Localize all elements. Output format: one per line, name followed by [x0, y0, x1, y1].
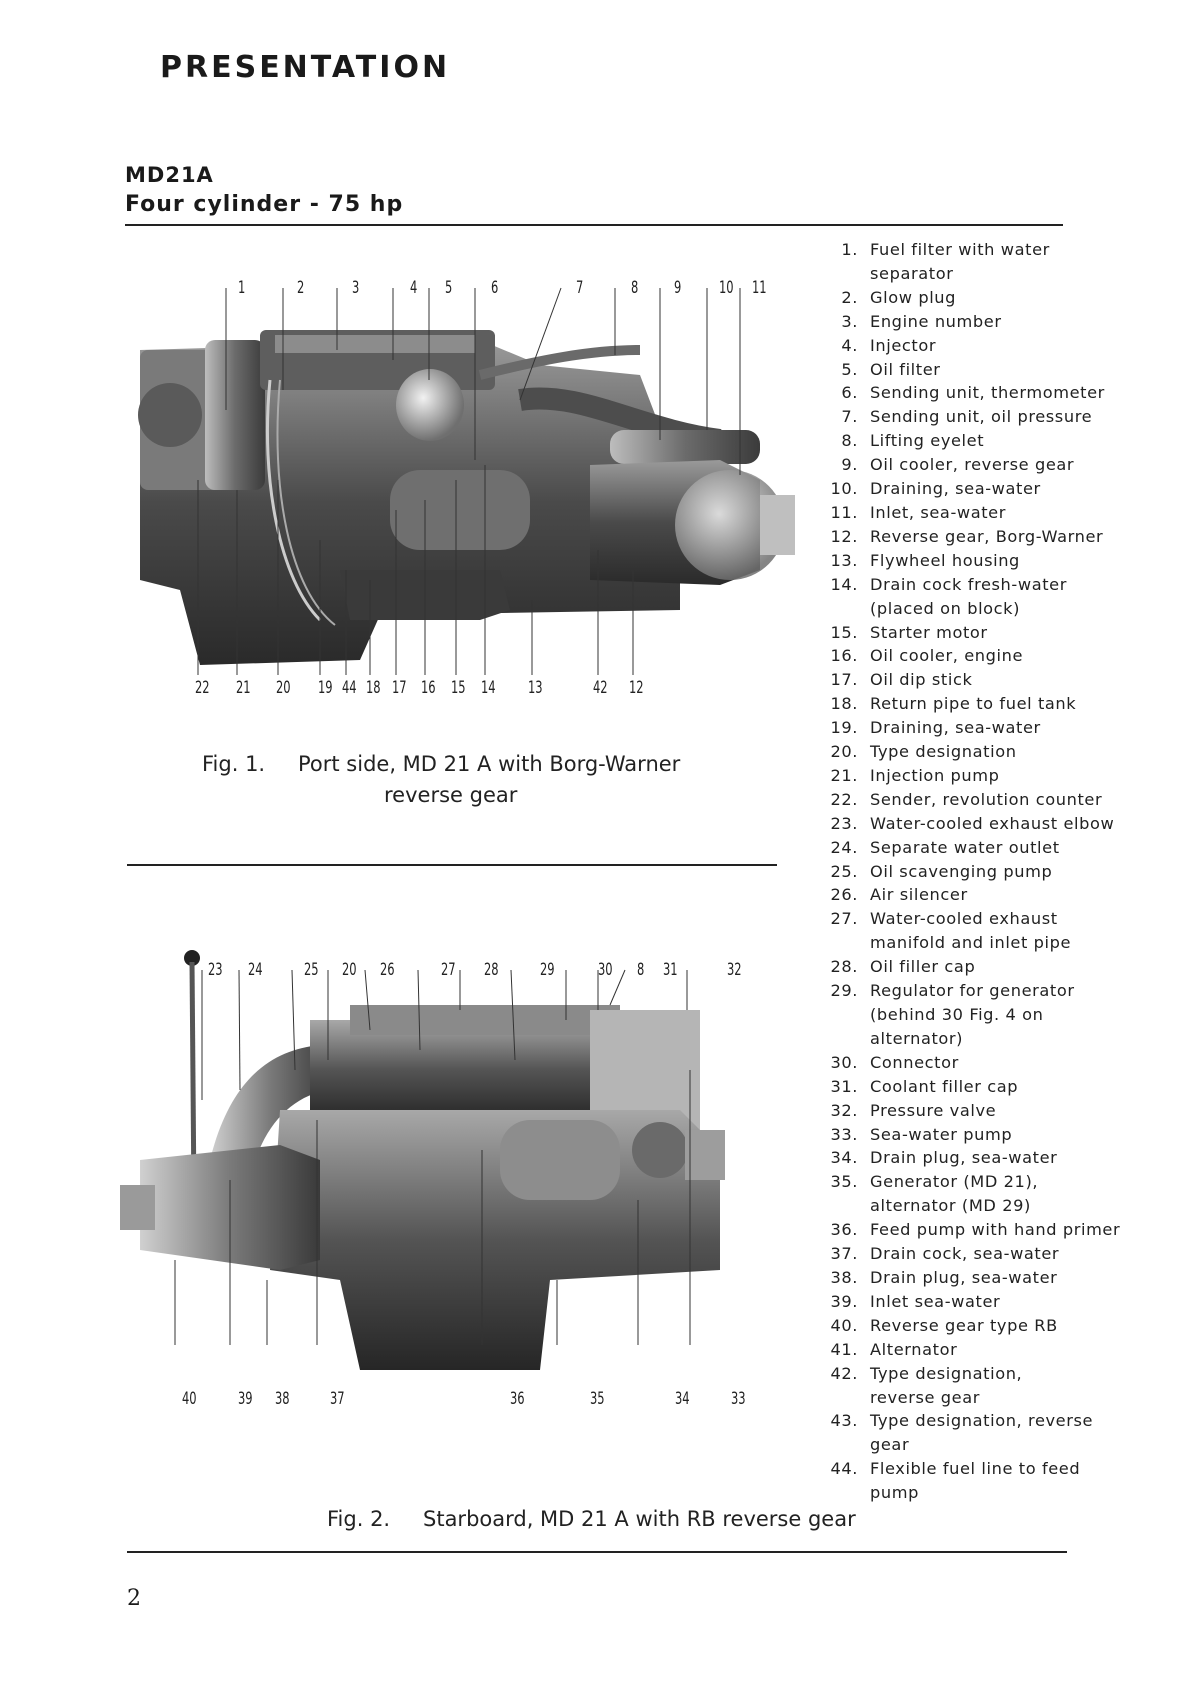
- legend-item: [825, 644, 1125, 668]
- callout-4: 4: [410, 278, 418, 298]
- legend-item-text: Type designation: [870, 742, 1017, 762]
- legend-item-number: 32.: [830, 1100, 858, 1120]
- callout-31: 31: [663, 960, 678, 980]
- callout-16: 16: [421, 678, 436, 698]
- legend-item-number: 21.: [830, 765, 858, 785]
- legend-item-text: Water-cooled exhaust elbow: [870, 813, 1115, 833]
- legend-item: [825, 1386, 1125, 1410]
- legend-item-text: Water-cooled exhaust: [870, 909, 1058, 929]
- legend-item-text: Sender, revolution counter: [870, 789, 1103, 809]
- callout-19: 19: [318, 678, 333, 698]
- legend-item: [825, 358, 1125, 382]
- legend-item: [825, 907, 1125, 931]
- figure-1-caption-label: Fig. 1.: [202, 752, 266, 776]
- legend-item-number: 11.: [830, 502, 858, 522]
- legend-item-number: 39.: [830, 1291, 858, 1311]
- legend-item: [825, 1242, 1125, 1266]
- legend-item: [825, 1003, 1125, 1027]
- legend-item-text: separator: [870, 263, 954, 283]
- legend-item-number: 8.: [841, 431, 858, 451]
- legend-item-number: 30.: [830, 1052, 858, 1072]
- legend-item: [825, 668, 1125, 692]
- legend-item-text: alternator (MD 29): [870, 1196, 1031, 1216]
- callout-20b: 20: [342, 960, 357, 980]
- legend-item-text: Flexible fuel line to feed: [870, 1459, 1081, 1479]
- footer-rule: [127, 1551, 1067, 1553]
- legend-item-number: 29.: [830, 981, 858, 1001]
- legend-item: [825, 1218, 1125, 1242]
- legend-item-text: Oil filler cap: [870, 957, 976, 977]
- legend-item-number: 40.: [830, 1315, 858, 1335]
- callout-8b: 8: [637, 960, 645, 980]
- legend-item: [825, 1099, 1125, 1123]
- callout-22: 22: [195, 678, 210, 698]
- callout-38: 38: [275, 1389, 290, 1409]
- legend-item: [825, 836, 1125, 860]
- legend-item-number: 35.: [830, 1172, 858, 1192]
- callout-6: 6: [491, 278, 499, 298]
- legend-item: [825, 979, 1125, 1003]
- legend-item-text: Coolant filler cap: [870, 1076, 1019, 1096]
- callout-18: 18: [366, 678, 381, 698]
- legend-item-number: 27.: [830, 909, 858, 929]
- legend-item: [825, 501, 1125, 525]
- legend-item: [825, 860, 1125, 884]
- legend-item-text: Oil cooler, engine: [870, 646, 1024, 666]
- legend-item-number: 43.: [830, 1411, 858, 1431]
- legend-item-number: 14.: [830, 574, 858, 594]
- callout-1: 1: [238, 278, 246, 298]
- legend-item-number: 24.: [830, 837, 858, 857]
- legend-item-text: Drain plug, sea-water: [870, 1148, 1058, 1168]
- legend-item-text: reverse gear: [870, 1387, 980, 1407]
- legend-item-text: Lifting eyelet: [870, 431, 985, 451]
- legend-item: [825, 238, 1125, 262]
- legend-item-number: 7.: [841, 407, 858, 427]
- legend-item-number: 6.: [841, 383, 858, 403]
- engine-starboard-illustration: [120, 950, 780, 1390]
- legend-item: [825, 1075, 1125, 1099]
- legend-item-text: pump: [870, 1483, 919, 1503]
- legend-item-number: 16.: [830, 646, 858, 666]
- legend-item-text: alternator): [870, 1028, 964, 1048]
- legend-item-number: 37.: [830, 1244, 858, 1264]
- callout-15: 15: [451, 678, 466, 698]
- legend-item: [825, 1051, 1125, 1075]
- callout-26: 26: [380, 960, 395, 980]
- legend-item-text: Flywheel housing: [870, 550, 1020, 570]
- legend-item-text: (behind 30 Fig. 4 on: [870, 1005, 1044, 1024]
- section-title: PRESENTATION: [160, 50, 451, 85]
- legend-item-text: Engine number: [870, 311, 1002, 331]
- legend-item-number: 9.: [841, 455, 858, 475]
- legend-item-number: 31.: [830, 1076, 858, 1096]
- legend-item-text: Air silencer: [870, 885, 968, 905]
- legend-item: [825, 764, 1125, 788]
- legend-item-text: Separate water outlet: [870, 837, 1060, 857]
- figure-2: [120, 950, 780, 1390]
- legend-item-text: gear: [870, 1435, 910, 1455]
- legend-item: [825, 453, 1125, 477]
- callout-17: 17: [392, 678, 407, 698]
- legend-item-text: Drain plug, sea-water: [870, 1267, 1058, 1287]
- legend-item-number: 2.: [841, 287, 858, 307]
- legend-item: [825, 525, 1125, 549]
- callout-23: 23: [208, 960, 223, 980]
- legend-item-number: 5.: [841, 359, 858, 379]
- legend-item-number: 36.: [830, 1220, 858, 1240]
- legend-item-text: Generator (MD 21),: [870, 1172, 1039, 1192]
- legend-item-text: Sending unit, thermometer: [870, 383, 1105, 403]
- legend-item-number: 25.: [830, 861, 858, 881]
- legend-item-text: Reverse gear, Borg-Warner: [870, 526, 1104, 546]
- callout-24: 24: [248, 960, 263, 980]
- legend-item-text: Pressure valve: [870, 1100, 997, 1120]
- legend-item-text: Alternator: [870, 1339, 958, 1359]
- callout-32: 32: [727, 960, 742, 980]
- legend-item: [825, 1457, 1125, 1481]
- callout-37: 37: [330, 1389, 345, 1409]
- legend-item: [825, 1170, 1125, 1194]
- legend-item: [825, 1123, 1125, 1147]
- figure-2-caption-label: Fig. 2.: [327, 1507, 391, 1531]
- parts-legend: [825, 238, 1125, 1505]
- legend-item-text: Type designation,: [870, 1363, 1023, 1383]
- callout-9: 9: [674, 278, 682, 298]
- figure-1: [120, 280, 810, 720]
- callout-2: 2: [297, 278, 305, 298]
- legend-item-number: 1.: [841, 240, 858, 259]
- legend-item-text: (placed on block): [870, 598, 1021, 618]
- legend-item: [825, 1338, 1125, 1362]
- callout-14: 14: [481, 678, 496, 698]
- legend-item-number: 15.: [830, 622, 858, 642]
- callout-35: 35: [590, 1389, 605, 1409]
- legend-item: [825, 405, 1125, 429]
- model-name: MD21A: [125, 163, 214, 187]
- legend-item: [825, 788, 1125, 812]
- callout-42: 42: [593, 678, 608, 698]
- callout-28: 28: [484, 960, 499, 980]
- callout-7: 7: [576, 278, 584, 298]
- legend-item: [825, 1481, 1125, 1505]
- legend-item-number: 19.: [830, 718, 858, 738]
- legend-item: [825, 381, 1125, 405]
- legend-item-text: manifold and inlet pipe: [870, 933, 1072, 953]
- legend-item: [825, 1433, 1125, 1457]
- legend-item-text: Oil cooler, reverse gear: [870, 455, 1075, 475]
- legend-item: [825, 621, 1125, 645]
- legend-item: [825, 1146, 1125, 1170]
- legend-item-text: Regulator for generator: [870, 981, 1075, 1001]
- legend-item-text: Oil scavenging pump: [870, 861, 1053, 881]
- legend-item-number: 34.: [830, 1148, 858, 1168]
- legend-item: [825, 1362, 1125, 1386]
- page-number: 2: [127, 1586, 141, 1611]
- legend-item-number: 28.: [830, 957, 858, 977]
- figure-1-caption-text: Port side, MD 21 A with Borg-Warner: [298, 752, 681, 776]
- legend-item: [825, 597, 1125, 621]
- legend-item-text: Reverse gear type RB: [870, 1315, 1058, 1335]
- legend-item-number: 12.: [830, 526, 858, 546]
- legend-item-text: Inlet sea-water: [870, 1291, 1001, 1311]
- callout-5: 5: [445, 278, 453, 298]
- legend-item-text: Starter motor: [870, 622, 988, 642]
- legend-item: [825, 1194, 1125, 1218]
- legend-item-text: Draining, sea-water: [870, 718, 1041, 738]
- legend-item-number: 33.: [830, 1124, 858, 1144]
- legend-item-number: 20.: [830, 742, 858, 762]
- legend-item-number: 13.: [830, 550, 858, 570]
- legend-item-text: Drain cock fresh-water: [870, 574, 1067, 594]
- engine-port-side-illustration: [120, 280, 810, 720]
- callout-10: 10: [719, 278, 734, 298]
- legend-item: [825, 692, 1125, 716]
- legend-item-number: 18.: [830, 694, 858, 714]
- figure-1-caption-text-2: reverse gear: [384, 783, 518, 807]
- legend-item: [825, 573, 1125, 597]
- figure-1-rule: [127, 864, 777, 866]
- legend-item: [825, 549, 1125, 573]
- legend-item-text: Inlet, sea-water: [870, 502, 1007, 522]
- legend-item-text: Oil filter: [870, 359, 941, 379]
- legend-item: [825, 1266, 1125, 1290]
- callout-29: 29: [540, 960, 555, 980]
- figure-2-caption-text: Starboard, MD 21 A with RB reverse gear: [423, 1507, 856, 1531]
- legend-item: [825, 931, 1125, 955]
- legend-item: [825, 477, 1125, 501]
- legend-item-text: Feed pump with hand primer: [870, 1220, 1121, 1240]
- legend-item: [825, 716, 1125, 740]
- legend-item: [825, 1409, 1125, 1433]
- legend-item-number: 38.: [830, 1267, 858, 1287]
- legend-item-text: Glow plug: [870, 287, 957, 307]
- legend-item: [825, 1027, 1125, 1051]
- legend-item-number: 42.: [830, 1363, 858, 1383]
- callout-13: 13: [528, 678, 543, 698]
- callout-20: 20: [276, 678, 291, 698]
- legend-item-text: Type designation, reverse: [870, 1411, 1094, 1431]
- legend-item: [825, 310, 1125, 334]
- legend-item-text: Sea-water pump: [870, 1124, 1013, 1144]
- callout-39: 39: [238, 1389, 253, 1409]
- legend-item-number: 41.: [830, 1339, 858, 1359]
- legend-item-number: 3.: [841, 311, 858, 331]
- legend-item-text: Return pipe to fuel tank: [870, 694, 1077, 714]
- callout-36: 36: [510, 1389, 525, 1409]
- model-subtitle: Four cylinder - 75 hp: [125, 192, 404, 217]
- legend-item: [825, 429, 1125, 453]
- legend-item-number: 23.: [830, 813, 858, 833]
- callout-33: 33: [731, 1389, 746, 1409]
- legend-item-text: Drain cock, sea-water: [870, 1244, 1060, 1264]
- legend-item-number: 17.: [830, 670, 858, 690]
- callout-21: 21: [236, 678, 251, 698]
- legend-item-text: Fuel filter with water: [870, 240, 1050, 259]
- legend-item-number: 10.: [830, 479, 858, 499]
- legend-item: [825, 812, 1125, 836]
- callout-8: 8: [631, 278, 639, 298]
- callout-40: 40: [182, 1389, 197, 1409]
- legend-item: [825, 262, 1125, 286]
- legend-item: [825, 955, 1125, 979]
- legend-item-text: Connector: [870, 1052, 959, 1072]
- legend-item: [825, 1290, 1125, 1314]
- callout-11: 11: [752, 278, 767, 298]
- callout-44: 44: [342, 678, 357, 698]
- legend-item: [825, 1314, 1125, 1338]
- callout-34: 34: [675, 1389, 690, 1409]
- legend-item: [825, 334, 1125, 358]
- legend-item-text: Injection pump: [870, 765, 1000, 785]
- legend-item-number: 22.: [830, 789, 858, 809]
- legend-item: [825, 883, 1125, 907]
- legend-item-number: 26.: [830, 885, 858, 905]
- callout-30: 30: [598, 960, 613, 980]
- callout-25: 25: [304, 960, 319, 980]
- callout-12: 12: [629, 678, 644, 698]
- legend-item-number: 4.: [841, 335, 858, 355]
- legend-item-text: Injector: [870, 335, 937, 355]
- callout-27: 27: [441, 960, 456, 980]
- legend-item: [825, 286, 1125, 310]
- legend-item: [825, 740, 1125, 764]
- legend-item-text: Sending unit, oil pressure: [870, 407, 1093, 427]
- callout-3: 3: [352, 278, 360, 298]
- legend-item-number: 44.: [830, 1459, 858, 1479]
- legend-item-text: Draining, sea-water: [870, 479, 1041, 499]
- legend-item-text: Oil dip stick: [870, 670, 973, 690]
- header-rule: [125, 224, 1063, 226]
